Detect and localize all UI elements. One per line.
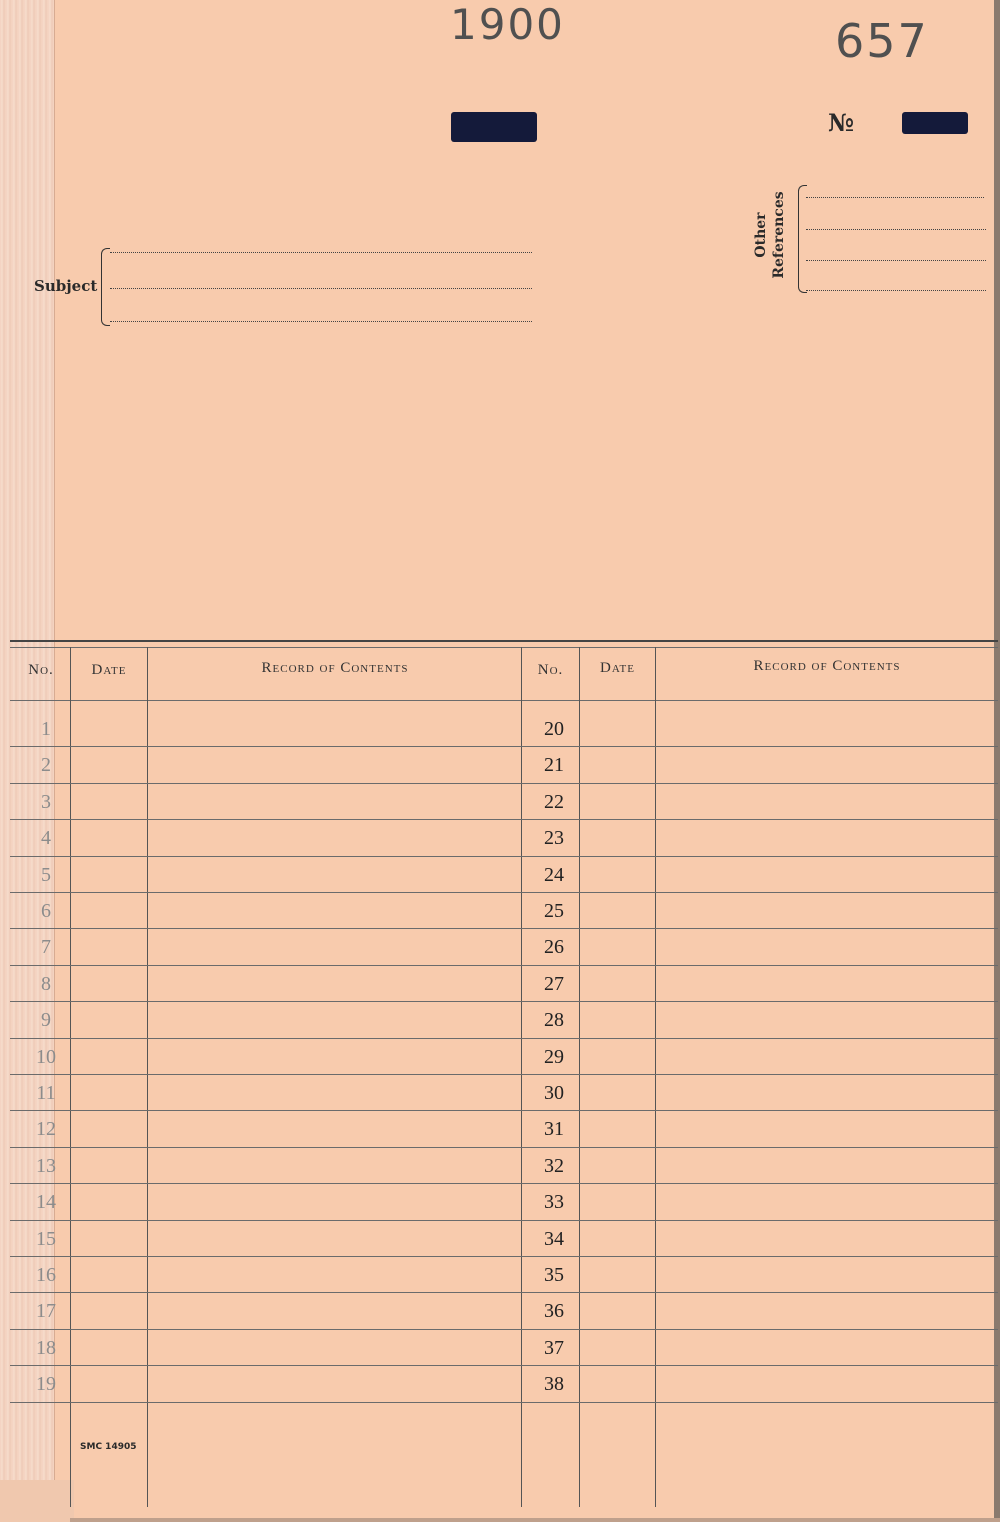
row-number-left: 15 [36,1227,56,1250]
subject-line [110,252,532,253]
row-number-left: 14 [36,1191,56,1214]
table-row-rule [10,1001,998,1002]
table-top-rule [10,647,998,648]
table-row-rule [10,1220,998,1221]
row-number-right: 35 [544,1264,564,1286]
column-header-date: Date [600,660,635,676]
table-row-rule [10,928,998,929]
file-number-stamp: 657 [835,14,929,68]
other-references-line [806,197,984,198]
row-number-left: 11 [36,1082,56,1104]
row-number-right: 36 [544,1300,564,1323]
other-references-line1: Other [753,212,769,258]
column-divider [521,647,522,1507]
row-number-right: 22 [544,790,564,813]
row-number-left: 6 [41,900,51,922]
redaction-mark [451,112,537,142]
row-number-right: 34 [544,1227,564,1250]
row-number-right: 37 [544,1336,564,1359]
column-divider [70,647,71,1507]
row-number-right: 27 [544,972,564,995]
subject-line [110,288,532,289]
row-number-left: 8 [41,972,51,995]
column-divider [655,647,656,1507]
row-number-left: 7 [41,936,51,959]
table-row-rule [10,1256,998,1257]
page-edge-right [994,0,1000,1522]
column-header-no: No. [28,662,54,678]
row-number-left: 18 [36,1336,56,1359]
page-edge-bottom [70,1518,1000,1522]
row-number-right: 25 [544,900,564,922]
row-number-right: 29 [544,1045,564,1068]
row-number-right: 23 [544,827,564,850]
binding-strip-bottom [0,1480,74,1522]
table-row-rule [10,892,998,893]
other-references-line [806,290,986,291]
row-number-left: 4 [41,827,51,850]
other-references-line2: References [771,191,787,279]
subject-line [110,321,532,322]
row-number-left: 10 [36,1045,56,1068]
row-number-left: 16 [36,1264,56,1286]
row-number-left: 9 [41,1009,51,1032]
year-stamp: 1900 [450,0,565,49]
row-number-right: 33 [544,1191,564,1214]
row-number-right: 21 [544,754,564,777]
table-row-rule [10,819,998,820]
row-number-left: 3 [41,790,51,813]
table-row-rule [10,783,998,784]
number-label: № [828,108,855,137]
table-row-rule [10,1365,998,1366]
other-references-line [806,260,986,261]
table-row-rule [10,1147,998,1148]
table-row-rule [10,1183,998,1184]
row-number-right: 38 [544,1373,564,1396]
other-references-label [752,170,788,300]
form-code: SMC 14905 [80,1442,137,1452]
table-row-rule [10,1292,998,1293]
row-number-left: 17 [36,1300,56,1323]
row-number-left: 12 [36,1118,56,1141]
column-header-date: Date [91,662,127,678]
row-number-right: 28 [544,1009,564,1032]
table-row-rule [10,746,998,747]
table-row-rule [10,856,998,857]
row-number-right: 31 [544,1118,564,1141]
row-number-right: 24 [544,863,564,886]
row-number-left: 13 [36,1154,56,1177]
table-row-rule [10,1110,998,1111]
table-row-rule [10,1074,998,1075]
table-row-rule [10,1038,998,1039]
redaction-mark [902,112,968,134]
table-top-rule [10,640,998,642]
row-number-right: 32 [544,1154,564,1177]
column-divider [579,647,580,1507]
row-number-right: 30 [544,1082,564,1104]
table-row-rule [10,965,998,966]
column-header-no: No. [537,662,564,678]
column-divider [147,647,148,1507]
subject-label: Subject [34,277,98,295]
row-number-left: 19 [36,1373,56,1396]
other-references-line [806,229,986,230]
table-header-rule [10,700,998,701]
row-number-left: 1 [41,718,51,740]
row-number-right: 20 [544,718,564,740]
column-header-record: Record of Contents [261,660,409,676]
table-row-rule [10,1329,998,1330]
column-header-record: Record of Contents [753,658,901,674]
other-references-brace [798,185,807,293]
row-number-right: 26 [544,936,564,959]
table-row-rule [10,1402,998,1403]
subject-brace [101,248,110,326]
row-number-left: 5 [41,863,51,886]
row-number-left: 2 [41,754,51,777]
